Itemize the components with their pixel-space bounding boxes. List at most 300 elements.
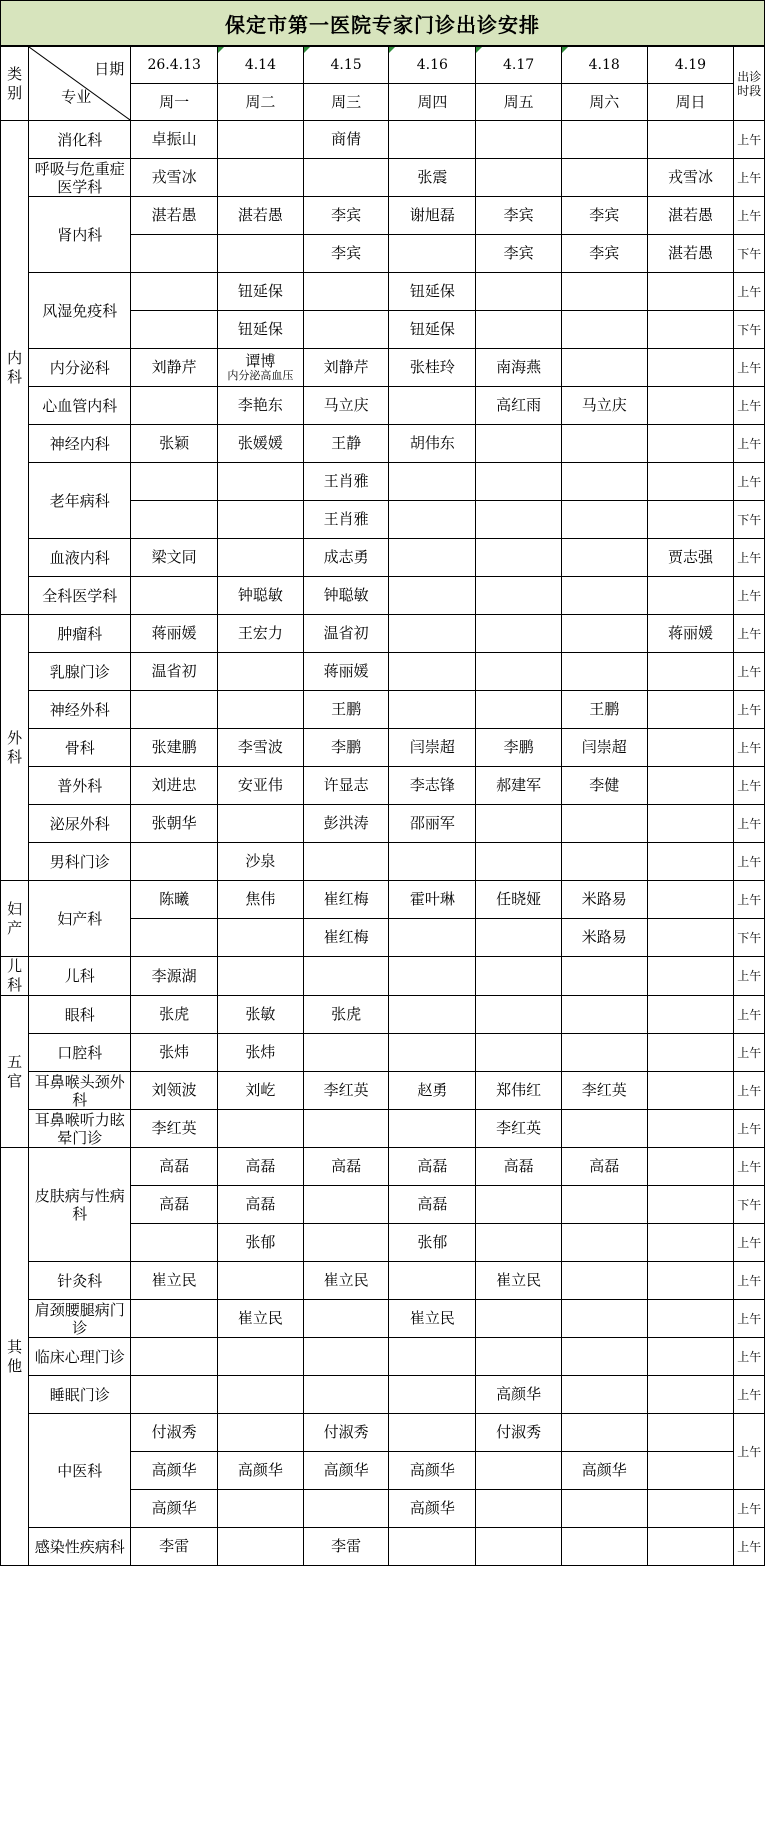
- doctor-cell: 霍叶琳: [389, 881, 476, 919]
- doctor-cell: [561, 996, 647, 1034]
- doctor-cell: 郑伟红: [476, 1072, 562, 1110]
- doctor-cell: 王静: [303, 425, 389, 463]
- doctor-cell: [647, 463, 734, 501]
- doctor-cell: [389, 387, 476, 425]
- doctor-cell: 李宾: [561, 197, 647, 235]
- session-cell: 上午: [734, 121, 765, 159]
- doctor-cell: 高磊: [131, 1186, 218, 1224]
- doctor-cell: 湛若愚: [218, 197, 304, 235]
- table-row: [1, 273, 765, 311]
- doctor-cell: 蒋丽媛: [303, 653, 389, 691]
- doctor-cell: 湛若愚: [647, 235, 734, 273]
- doctor-cell: [647, 653, 734, 691]
- doctor-cell: 张震: [389, 159, 476, 197]
- doctor-cell: [303, 1110, 389, 1148]
- doctor-cell: [389, 121, 476, 159]
- doctor-cell: [131, 691, 218, 729]
- session-cell: 上午: [734, 425, 765, 463]
- doctor-cell: [647, 121, 734, 159]
- session-cell: 上午: [734, 691, 765, 729]
- date-header-5: 4.18: [561, 47, 647, 84]
- doctor-cell: 钮延保: [218, 311, 304, 349]
- doctor-cell: [647, 387, 734, 425]
- doctor-cell: [476, 653, 562, 691]
- doctor-cell: 李宾: [303, 235, 389, 273]
- doctor-cell: [131, 273, 218, 311]
- doctor-cell: [647, 577, 734, 615]
- doctor-cell: 任晓娅: [476, 881, 562, 919]
- diagonal-line: [29, 47, 130, 120]
- specialty-cell: 血液内科: [29, 539, 131, 577]
- doctor-cell: 高磊: [389, 1148, 476, 1186]
- doctor-cell: [647, 1034, 734, 1072]
- doctor-cell: 付淑秀: [131, 1414, 218, 1452]
- table-row: [1, 767, 765, 805]
- doctor-cell: 闫崇超: [561, 729, 647, 767]
- doctor-cell: [131, 1338, 218, 1376]
- doctor-cell: [476, 577, 562, 615]
- cell-marker-icon: [476, 47, 482, 53]
- doctor-cell: [561, 1110, 647, 1148]
- doctor-cell: 李鹏: [476, 729, 562, 767]
- doctor-cell: 刘屹: [218, 1072, 304, 1110]
- specialty-cell: 乳腺门诊: [29, 653, 131, 691]
- doctor-cell: 李宾: [476, 235, 562, 273]
- session-cell: 上午: [734, 539, 765, 577]
- doctor-cell: 崔立民: [303, 1262, 389, 1300]
- table-row: [1, 1414, 765, 1452]
- doctor-cell: 高磊: [218, 1186, 304, 1224]
- doctor-cell: [561, 1376, 647, 1414]
- doctor-cell: [389, 463, 476, 501]
- session-cell: 上午: [734, 1528, 765, 1566]
- doctor-cell: 戎雪冰: [131, 159, 218, 197]
- doctor-cell: [647, 843, 734, 881]
- doctor-cell: 高颜华: [131, 1452, 218, 1490]
- doctor-cell: 高磊: [303, 1148, 389, 1186]
- doctor-cell: [389, 539, 476, 577]
- category-label: 妇产: [7, 899, 23, 937]
- category-cell: [1, 121, 29, 615]
- doctor-cell: 蒋丽媛: [131, 615, 218, 653]
- doctor-cell: 彭洪涛: [303, 805, 389, 843]
- header-row-dates: [1, 47, 765, 84]
- doctor-cell: [389, 957, 476, 996]
- doctor-cell: 温省初: [303, 615, 389, 653]
- doctor-cell: 蒋丽媛: [647, 615, 734, 653]
- doctor-cell: [389, 1110, 476, 1148]
- doctor-cell: [561, 273, 647, 311]
- doctor-cell: 李艳东: [218, 387, 304, 425]
- date-header-4: 4.17: [476, 47, 562, 84]
- doctor-cell: [218, 121, 304, 159]
- doctor-cell: [303, 311, 389, 349]
- doctor-cell: [647, 691, 734, 729]
- category-header: [1, 47, 29, 121]
- specialty-axis-label: 专业: [61, 88, 92, 106]
- doctor-cell: 马立庆: [561, 387, 647, 425]
- specialty-cell: 神经内科: [29, 425, 131, 463]
- doctor-cell: [476, 1338, 562, 1376]
- cell-marker-icon: [389, 47, 395, 53]
- doctor-cell: [647, 805, 734, 843]
- date-header-1: 4.14: [218, 47, 304, 84]
- doctor-cell: 湛若愚: [131, 197, 218, 235]
- session-cell: 上午: [734, 159, 765, 197]
- doctor-cell: 高磊: [389, 1186, 476, 1224]
- doctor-cell: 张颖: [131, 425, 218, 463]
- specialty-cell: 眼科: [29, 996, 131, 1034]
- session-cell: 上午: [734, 1376, 765, 1414]
- session-cell: 上午: [734, 273, 765, 311]
- table-row: [1, 1338, 765, 1376]
- specialty-cell: 风湿免疫科: [29, 273, 131, 349]
- doctor-cell: [561, 425, 647, 463]
- table-row: [1, 539, 765, 577]
- table-row: [1, 1376, 765, 1414]
- specialty-cell: 泌尿外科: [29, 805, 131, 843]
- doctor-cell: [647, 1376, 734, 1414]
- doctor-cell: [303, 843, 389, 881]
- doctor-cell: [561, 577, 647, 615]
- doctor-cell: 张媛媛: [218, 425, 304, 463]
- doctor-cell: [218, 957, 304, 996]
- doctor-cell: 张炜: [218, 1034, 304, 1072]
- doctor-cell: 李健: [561, 767, 647, 805]
- doctor-cell: 李雪波: [218, 729, 304, 767]
- session-cell: 上午: [734, 881, 765, 919]
- category-cell: [1, 957, 29, 996]
- doctor-cell: 王肖雅: [303, 501, 389, 539]
- doctor-cell: [476, 273, 562, 311]
- doctor-cell: 李源湖: [131, 957, 218, 996]
- table-row: [1, 1300, 765, 1338]
- doctor-cell: 贾志强: [647, 539, 734, 577]
- doctor-cell: 高颜华: [389, 1452, 476, 1490]
- doctor-cell: [218, 539, 304, 577]
- doctor-cell: [561, 1490, 647, 1528]
- doctor-cell: 王肖雅: [303, 463, 389, 501]
- specialty-cell: 口腔科: [29, 1034, 131, 1072]
- doctor-cell: 王鹏: [561, 691, 647, 729]
- doctor-cell: [476, 121, 562, 159]
- table-row: [1, 425, 765, 463]
- specialty-cell: 儿科: [29, 957, 131, 996]
- doctor-cell: [647, 1528, 734, 1566]
- table-row: [1, 996, 765, 1034]
- session-cell: 上午: [734, 1490, 765, 1528]
- specialty-cell: 肿瘤科: [29, 615, 131, 653]
- doctor-cell: 李雷: [131, 1528, 218, 1566]
- date-header-2: 4.15: [303, 47, 389, 84]
- doctor-cell: [561, 1186, 647, 1224]
- doctor-cell: 卓振山: [131, 121, 218, 159]
- page-title: 保定市第一医院专家门诊出诊安排: [0, 0, 765, 46]
- table-row: [1, 881, 765, 919]
- doctor-cell: 钮延保: [389, 311, 476, 349]
- category-label: 五官: [7, 1052, 23, 1090]
- doctor-cell: [389, 577, 476, 615]
- diagonal-header-cell: [29, 47, 131, 121]
- doctor-cell: [476, 159, 562, 197]
- doctor-cell: [647, 1148, 734, 1186]
- doctor-cell: [476, 311, 562, 349]
- doctor-cell: [561, 615, 647, 653]
- doctor-cell: [131, 843, 218, 881]
- category-cell: [1, 881, 29, 957]
- specialty-cell: 皮肤病与性病科: [29, 1148, 131, 1262]
- table-row: [1, 387, 765, 425]
- doctor-cell: [476, 539, 562, 577]
- doctor-cell: [561, 501, 647, 539]
- doctor-cell: 钟聪敏: [218, 577, 304, 615]
- session-cell: 上午: [734, 1148, 765, 1186]
- doctor-cell: [218, 653, 304, 691]
- category-label: 其他: [7, 1337, 23, 1375]
- table-row: [1, 691, 765, 729]
- doctor-cell: 高磊: [561, 1148, 647, 1186]
- doctor-cell: 邵丽军: [389, 805, 476, 843]
- doctor-cell: 高磊: [218, 1148, 304, 1186]
- doctor-cell: [647, 1452, 734, 1490]
- doctor-cell: [647, 273, 734, 311]
- doctor-cell: 赵勇: [389, 1072, 476, 1110]
- session-cell: 上午: [734, 577, 765, 615]
- doctor-cell: [647, 1224, 734, 1262]
- doctor-cell: [131, 463, 218, 501]
- doctor-cell: [647, 1490, 734, 1528]
- doctor-cell: [647, 1300, 734, 1338]
- session-cell: 上午: [734, 843, 765, 881]
- specialty-cell: 内分泌科: [29, 349, 131, 387]
- doctor-cell: 刘静芹: [131, 349, 218, 387]
- doctor-cell: [476, 805, 562, 843]
- doctor-cell: 张郁: [389, 1224, 476, 1262]
- doctor-cell: 张虎: [131, 996, 218, 1034]
- session-header-label: 出诊时段: [737, 69, 762, 98]
- doctor-cell: [303, 273, 389, 311]
- weekday-header-2: 周三: [303, 84, 389, 121]
- table-row: [1, 1262, 765, 1300]
- specialty-cell: 呼吸与危重症医学科: [29, 159, 131, 197]
- doctor-cell: [389, 1034, 476, 1072]
- doctor-cell: [389, 691, 476, 729]
- doctor-cell: [389, 1338, 476, 1376]
- doctor-cell: 闫崇超: [389, 729, 476, 767]
- weekday-header-0: 周一: [131, 84, 218, 121]
- doctor-cell: 崔立民: [476, 1262, 562, 1300]
- date-header-6: 4.19: [647, 47, 734, 84]
- table-row: [1, 159, 765, 197]
- doctor-cell: 高颜华: [389, 1490, 476, 1528]
- doctor-cell: [647, 1414, 734, 1452]
- weekday-header-3: 周四: [389, 84, 476, 121]
- session-cell: 上午: [734, 767, 765, 805]
- doctor-cell: 陈曦: [131, 881, 218, 919]
- session-cell: 下午: [734, 501, 765, 539]
- doctor-cell: [218, 1414, 304, 1452]
- table-row: [1, 1072, 765, 1110]
- doctor-cell: [218, 919, 304, 957]
- specialty-cell: 临床心理门诊: [29, 1338, 131, 1376]
- doctor-cell: [647, 881, 734, 919]
- session-cell: 上午: [734, 996, 765, 1034]
- doctor-cell: 温省初: [131, 653, 218, 691]
- doctor-cell: [218, 805, 304, 843]
- doctor-cell: 李宾: [303, 197, 389, 235]
- doctor-cell: 张朝华: [131, 805, 218, 843]
- doctor-cell: [476, 425, 562, 463]
- doctor-cell: 湛若愚: [647, 197, 734, 235]
- session-cell: 上午: [734, 387, 765, 425]
- table-row: [1, 577, 765, 615]
- doctor-cell: 沙泉: [218, 843, 304, 881]
- category-cell: [1, 615, 29, 881]
- session-cell: 下午: [734, 235, 765, 273]
- session-cell: 下午: [734, 919, 765, 957]
- doctor-cell: [131, 235, 218, 273]
- doctor-cell: [389, 996, 476, 1034]
- doctor-cell: [647, 729, 734, 767]
- doctor-cell: [389, 235, 476, 273]
- doctor-cell: 李志锋: [389, 767, 476, 805]
- doctor-cell: [389, 1262, 476, 1300]
- doctor-cell: [647, 919, 734, 957]
- doctor-cell: [303, 1338, 389, 1376]
- doctor-cell: [647, 996, 734, 1034]
- doctor-cell: 高颜华: [303, 1452, 389, 1490]
- doctor-cell: [476, 1034, 562, 1072]
- doctor-cell: 李红英: [303, 1072, 389, 1110]
- doctor-cell: 付淑秀: [476, 1414, 562, 1452]
- doctor-cell: [389, 501, 476, 539]
- doctor-cell: [561, 539, 647, 577]
- doctor-cell: 王鹏: [303, 691, 389, 729]
- doctor-cell: 米路易: [561, 919, 647, 957]
- doctor-cell: 李红英: [131, 1110, 218, 1148]
- doctor-cell: [218, 501, 304, 539]
- table-row: [1, 805, 765, 843]
- doctor-cell: [561, 957, 647, 996]
- specialty-cell: 男科门诊: [29, 843, 131, 881]
- doctor-cell: [303, 1034, 389, 1072]
- doctor-cell: [647, 1110, 734, 1148]
- doctor-cell: [561, 1414, 647, 1452]
- doctor-cell: 南海燕: [476, 349, 562, 387]
- doctor-cell: [647, 957, 734, 996]
- category-cell: [1, 1148, 29, 1566]
- doctor-cell: [303, 957, 389, 996]
- specialty-cell: 消化科: [29, 121, 131, 159]
- doctor-cell: 高颜华: [561, 1452, 647, 1490]
- doctor-cell: [389, 843, 476, 881]
- specialty-cell: 针灸科: [29, 1262, 131, 1300]
- doctor-note: 内分泌高血压: [227, 369, 294, 382]
- doctor-cell: 高磊: [476, 1148, 562, 1186]
- doctor-cell: [561, 843, 647, 881]
- category-label: 儿科: [7, 957, 23, 994]
- doctor-cell: [647, 349, 734, 387]
- doctor-cell: [131, 387, 218, 425]
- doctor-cell: 李雷: [303, 1528, 389, 1566]
- table-row: [1, 1034, 765, 1072]
- doctor-cell: [476, 1300, 562, 1338]
- doctor-cell: [303, 159, 389, 197]
- weekday-header-4: 周五: [476, 84, 562, 121]
- session-cell: 下午: [734, 311, 765, 349]
- session-cell: 下午: [734, 1186, 765, 1224]
- session-cell: 上午: [734, 1300, 765, 1338]
- doctor-cell: 成志勇: [303, 539, 389, 577]
- doctor-cell: [561, 1262, 647, 1300]
- doctor-cell: [218, 691, 304, 729]
- doctor-cell: [218, 235, 304, 273]
- specialty-cell: 耳鼻喉听力眩晕门诊: [29, 1110, 131, 1148]
- doctor-cell: [389, 1414, 476, 1452]
- doctor-cell: [389, 653, 476, 691]
- date-header-0: 26.4.13: [131, 47, 218, 84]
- table-row: [1, 349, 765, 387]
- doctor-cell: [476, 1528, 562, 1566]
- specialty-cell: 中医科: [29, 1414, 131, 1528]
- table-row: [1, 653, 765, 691]
- doctor-cell: 张建鹏: [131, 729, 218, 767]
- doctor-cell: [218, 463, 304, 501]
- specialty-cell: 妇产科: [29, 881, 131, 957]
- doctor-cell: [218, 349, 304, 387]
- doctor-cell: [561, 1224, 647, 1262]
- doctor-cell: [561, 311, 647, 349]
- weekday-header-5: 周六: [561, 84, 647, 121]
- table-row: [1, 729, 765, 767]
- doctor-cell: [218, 1110, 304, 1148]
- doctor-cell: [476, 463, 562, 501]
- specialty-cell: 耳鼻喉头颈外科: [29, 1072, 131, 1110]
- doctor-cell: [389, 919, 476, 957]
- date-axis-label: 日期: [94, 60, 125, 78]
- doctor-cell: 张敏: [218, 996, 304, 1034]
- doctor-cell: 郝建军: [476, 767, 562, 805]
- doctor-cell: [647, 1186, 734, 1224]
- doctor-cell: 焦伟: [218, 881, 304, 919]
- doctor-cell: [561, 463, 647, 501]
- session-cell: 上午: [734, 1262, 765, 1300]
- doctor-cell: [647, 767, 734, 805]
- doctor-cell: 钮延保: [389, 273, 476, 311]
- specialty-cell: 骨科: [29, 729, 131, 767]
- doctor-cell: [561, 653, 647, 691]
- session-cell: 上午: [734, 1338, 765, 1376]
- doctor-cell: 张炜: [131, 1034, 218, 1072]
- session-cell: 上午: [734, 1034, 765, 1072]
- schedule-table: [0, 46, 765, 1566]
- doctor-cell: 高颜华: [218, 1452, 304, 1490]
- doctor-cell: [476, 1452, 562, 1490]
- doctor-cell: [476, 501, 562, 539]
- doctor-cell: [647, 1262, 734, 1300]
- doctor-cell: 安亚伟: [218, 767, 304, 805]
- doctor-cell: [131, 1376, 218, 1414]
- doctor-cell: 刘静芹: [303, 349, 389, 387]
- doctor-cell: [647, 311, 734, 349]
- session-cell: 上午: [734, 1072, 765, 1110]
- table-row: [1, 615, 765, 653]
- doctor-cell: [131, 1300, 218, 1338]
- category-header-label: 类别: [7, 64, 23, 102]
- doctor-cell: 钮延保: [218, 273, 304, 311]
- doctor-cell: [476, 691, 562, 729]
- doctor-cell: [303, 1186, 389, 1224]
